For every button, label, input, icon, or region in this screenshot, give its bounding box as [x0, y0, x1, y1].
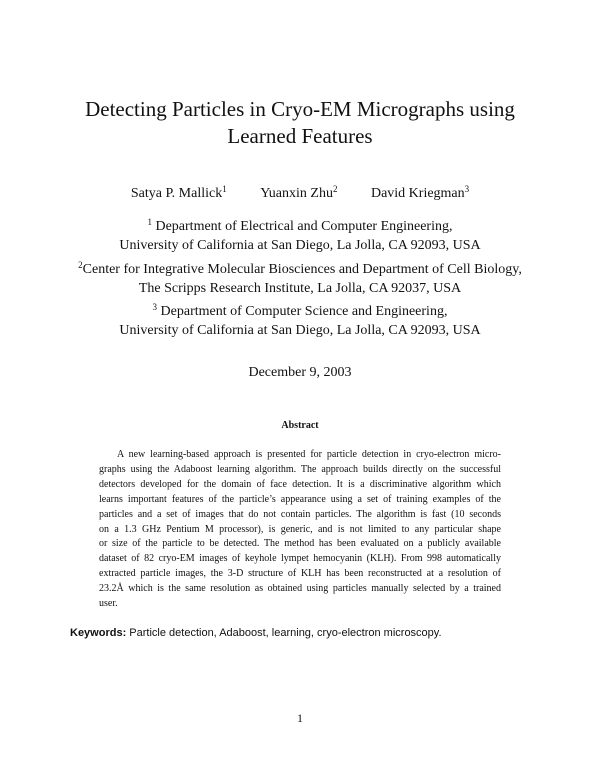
keywords-label: Keywords:	[70, 627, 127, 639]
affiliation-department: Department of Computer Science and Engineering,	[157, 304, 448, 319]
paper-date: December 9, 2003	[248, 365, 352, 380]
keywords-text: Particle detection, Adaboost, learning, cryo-electron microscopy.	[126, 627, 442, 639]
author-affiliation-mark: 1	[222, 184, 227, 194]
author-name: David Kriegman	[370, 186, 465, 201]
title-line-1: Detecting Particles in Cryo-EM Micrographs using	[85, 97, 515, 121]
abstract-line: detectors developed for the domain of face detection. It is a discriminative algorithm which	[99, 478, 501, 490]
title-line-2: Learned Features	[227, 124, 373, 148]
abstract-line: extracted particle images, the 3-D structure of KLH has been reconstructed at a resolution of	[99, 568, 501, 580]
author-name: Yuanxin Zhu	[260, 186, 333, 201]
affiliation-1	[40, 213, 560, 255]
author-list	[60, 180, 540, 203]
author-name: Satya P. Mallick	[130, 186, 223, 201]
abstract-line: or size of the particle to be detected. The method has been evaluated on a publicly available	[99, 538, 501, 550]
author-1	[131, 180, 227, 203]
affiliation-department: Center for Integrative Molecular Biosciences and Department of Cell Biology,	[82, 262, 522, 277]
abstract-line: A new learning-based approach is presented for particle detection in cryo-electron micro-	[117, 449, 501, 460]
author-2	[260, 180, 337, 203]
affiliation-institution: University of California at San Diego, La Jolla, CA 92093, USA	[119, 323, 481, 338]
page-number: 1	[297, 711, 303, 725]
abstract-heading: Abstract	[281, 420, 319, 431]
paper-title	[60, 96, 540, 150]
affiliation-mark: 1	[147, 217, 152, 227]
abstract-line: dataset of 82 cryo-EM images of keyhole lympet hemocyanin (KLH). From 998 automatically	[99, 553, 501, 565]
affiliation-mark: 3	[152, 302, 158, 312]
abstract-body	[99, 448, 501, 612]
author-affiliation-mark: 3	[464, 184, 470, 194]
keywords	[70, 626, 540, 641]
affiliation-institution: University of California at San Diego, La Jolla, CA 92093, USA	[119, 238, 481, 253]
affiliation-3	[40, 298, 560, 340]
abstract-line: learns important features of the particle’s appearance using a set of training examples of the	[99, 493, 501, 505]
abstract-line: user.	[99, 598, 118, 610]
affiliation-department: Department of Electrical and Computer Engineering,	[151, 219, 453, 234]
author-3	[371, 180, 469, 203]
abstract-line: 23.2Å which is the same resolution as obtained using particles manually selected by a trained	[99, 583, 501, 595]
affiliation-mark: 2	[78, 260, 83, 270]
affiliation-2	[40, 256, 560, 298]
abstract-line: graphs using the Adaboost learning algorithm. The approach builds directly on the successful	[99, 463, 501, 475]
abstract-line: on a 1.3 GHz Pentium M processor), is generic, and is not limited to any particular shape	[99, 523, 501, 535]
author-affiliation-mark: 2	[332, 184, 338, 194]
abstract-line: particles and a set of images that do not contain particles. The algorithm is fast (10 seconds	[99, 508, 501, 520]
affiliation-institution: The Scripps Research Institute, La Jolla, CA 92037, USA	[138, 281, 462, 296]
